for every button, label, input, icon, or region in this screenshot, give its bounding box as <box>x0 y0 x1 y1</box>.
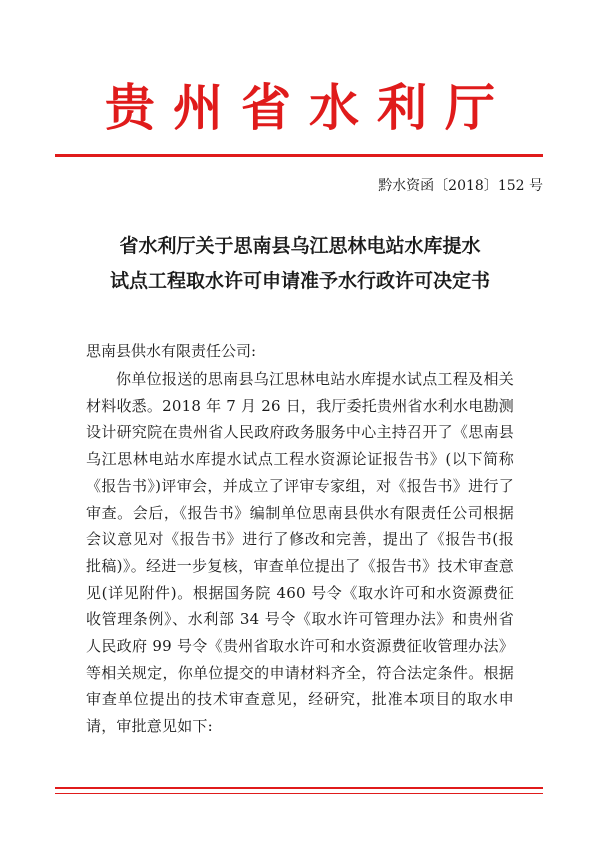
body-paragraph: 你单位报送的思南县乌江思林电站水库提水试点工程及相关材料收悉。2018 年 7 月 26 日，我厅委托贵州省水利水电勘测设计研究院在贵州省人民政府政务服务中心主持召开了《思南县乌江思林电站水库提水试点工程水资源论证报告书》(以下简称《报告书》)评审会，并成立了评审专家组，对《报告书》进行了审查。会后，《报告书》编制单位思南县供水有限责任公司根据会议意见对《报告书》进行了修改和完善，提出了《报告书(报批稿)》。经进一步复核，审查单位提出了《报告书》技术审查意见(详见附件)。根据国务院 460 号令《取水许可和水资源费征收管理条例》、水利部 34 号令《取水许可管理办法》和贵州省人民政府 99 号令《贵州省取水许可和水资源费征收管理办法》等相关规定，你单位提交的申请材料齐全，符合法定条件。根据审查单位提出的技术审查意见，经研究，批准本项目的取水申请，审批意见如下: <box>86 370 514 736</box>
masthead-divider <box>55 154 543 157</box>
recipient-salutation: 思南县供水有限责任公司: <box>86 342 257 360</box>
title-line-2: 试点工程取水许可申请准予水行政许可决定书 <box>109 270 490 292</box>
title-line-1: 省水利厅关于思南县乌江思林电站水库提水 <box>119 235 481 257</box>
footer-divider-thin <box>55 793 543 794</box>
footer-divider-thick <box>55 787 543 789</box>
document-number: 黔水资函〔2018〕152 号 <box>378 178 543 194</box>
agency-masthead: 贵州省水利厅 <box>105 78 513 137</box>
document-title <box>60 229 540 299</box>
